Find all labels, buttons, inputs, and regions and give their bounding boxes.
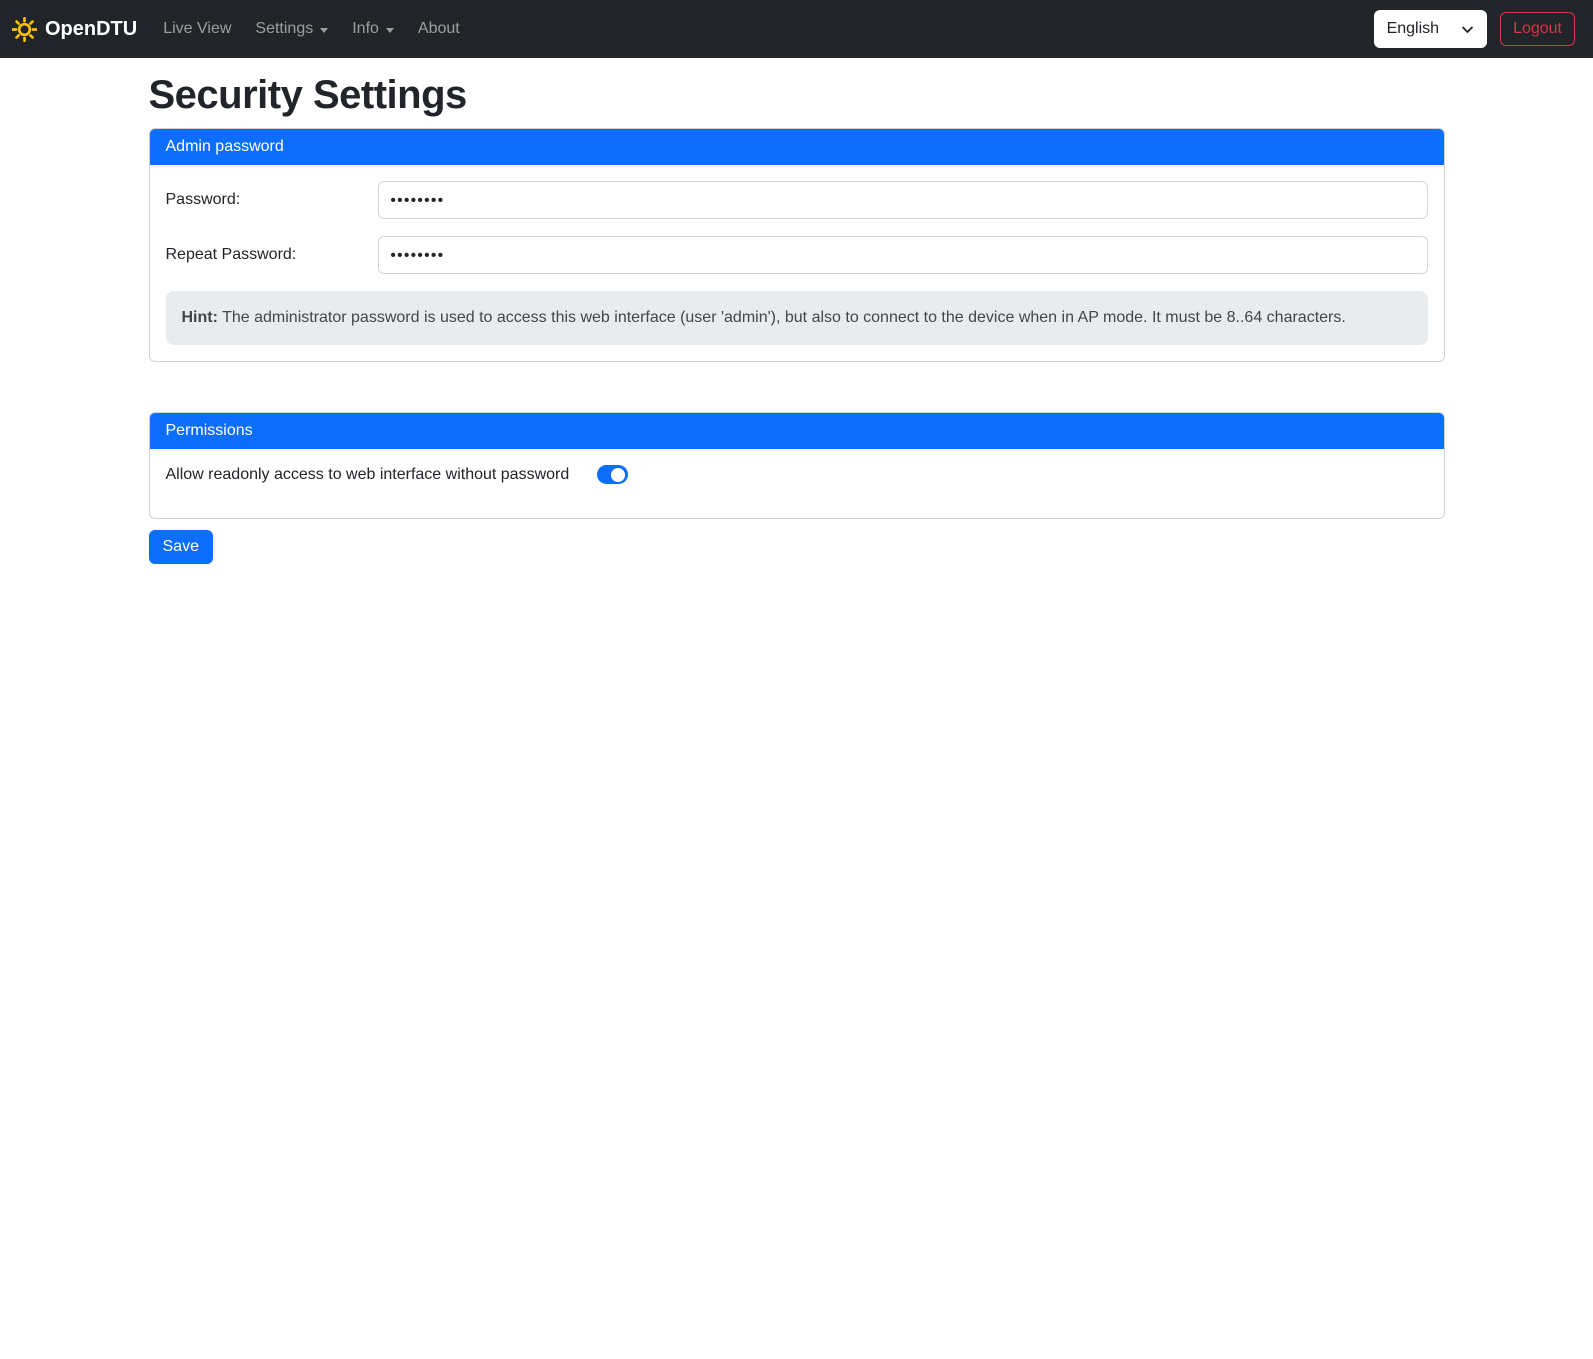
brand[interactable] <box>12 17 137 42</box>
nav-item-info[interactable]: Info <box>344 12 402 46</box>
admin-password-card <box>149 128 1445 362</box>
password-row <box>166 181 1428 219</box>
language-select[interactable] <box>1374 10 1487 48</box>
logout-button[interactable]: Logout <box>1500 12 1575 46</box>
readonly-access-row <box>166 465 1428 484</box>
admin-password-card-header: Admin password <box>150 129 1444 165</box>
nav-links <box>151 12 1373 46</box>
navbar <box>0 0 1593 58</box>
nav-item-live-view[interactable]: Live View <box>163 20 232 37</box>
hint-prefix: Hint: <box>181 309 218 326</box>
save-button[interactable]: Save <box>149 530 213 564</box>
permissions-card <box>149 412 1445 519</box>
repeat-password-input[interactable] <box>378 236 1428 274</box>
sun-icon <box>12 17 37 42</box>
chevron-down-icon <box>1461 23 1474 36</box>
password-label: Password: <box>165 191 241 208</box>
language-select-value: English <box>1386 20 1440 37</box>
hint-text: The administrator password is used to access this web interface (user 'admin'), but also to connect to the device when in AP mode. It must be 8..64 characters. <box>217 309 1346 326</box>
repeat-password-label: Repeat Password: <box>165 246 297 263</box>
admin-password-card-body <box>150 165 1444 361</box>
page-title: Security Settings <box>148 73 467 117</box>
chevron-down-icon <box>386 28 394 33</box>
main-content <box>137 73 1457 564</box>
nav-item-about[interactable]: About <box>417 20 460 37</box>
nav-item-settings[interactable]: Settings <box>247 12 336 46</box>
permissions-card-header: Permissions <box>150 413 1444 449</box>
repeat-password-row <box>166 236 1428 274</box>
password-hint <box>166 291 1428 345</box>
brand-label: OpenDTU <box>45 17 138 40</box>
permissions-card-body <box>150 449 1444 518</box>
chevron-down-icon <box>320 28 328 33</box>
readonly-access-label: Allow readonly access to web interface without password <box>165 465 570 483</box>
password-input[interactable] <box>378 181 1428 219</box>
readonly-access-toggle[interactable] <box>597 465 628 484</box>
